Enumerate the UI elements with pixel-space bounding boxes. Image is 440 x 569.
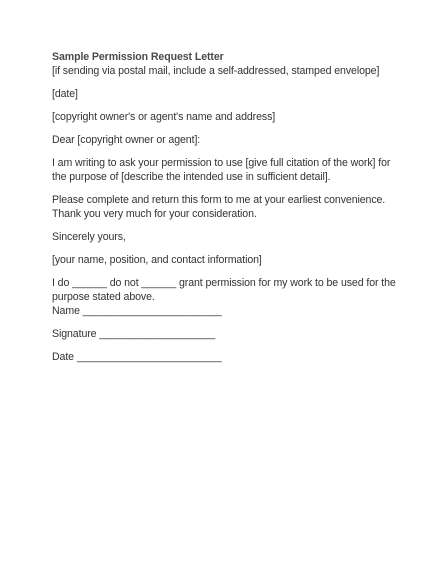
closing: Sincerely yours, xyxy=(52,231,126,243)
name-field: Name ________________________ xyxy=(52,305,222,317)
salutation: Dear [copyright owner or agent]: xyxy=(52,134,201,146)
body-paragraph-return-line-1: Please complete and return this form to me at your earliest convenience. xyxy=(52,194,386,206)
recipient-address: [copyright owner's or agent's name and address] xyxy=(52,111,276,123)
body-paragraph-request-line-1: I am writing to ask your permission to use [give full citation of the work] for xyxy=(52,157,391,169)
date-field: Date _________________________ xyxy=(52,351,222,363)
grant-statement-line-1: I do ______ do not ______ grant permission for my work to be used for the xyxy=(52,277,396,289)
grant-statement-line-2: purpose stated above. xyxy=(52,291,155,303)
sender-info: [your name, position, and contact information] xyxy=(52,254,262,266)
body-paragraph-return-line-2: Thank you very much for your consideration. xyxy=(52,208,257,220)
letter-title: Sample Permission Request Letter xyxy=(52,51,224,63)
signature-field: Signature ____________________ xyxy=(52,328,216,340)
body-paragraph-request-line-2: the purpose of [describe the intended use in sufficient detail]. xyxy=(52,171,331,183)
date-placeholder: [date] xyxy=(52,88,78,100)
letter-content xyxy=(52,50,396,364)
grant-statement xyxy=(52,276,396,304)
body-paragraph-return xyxy=(52,193,392,221)
body-paragraph-request xyxy=(52,156,392,184)
envelope-note: [if sending via postal mail, include a self-addressed, stamped envelope] xyxy=(52,65,380,77)
